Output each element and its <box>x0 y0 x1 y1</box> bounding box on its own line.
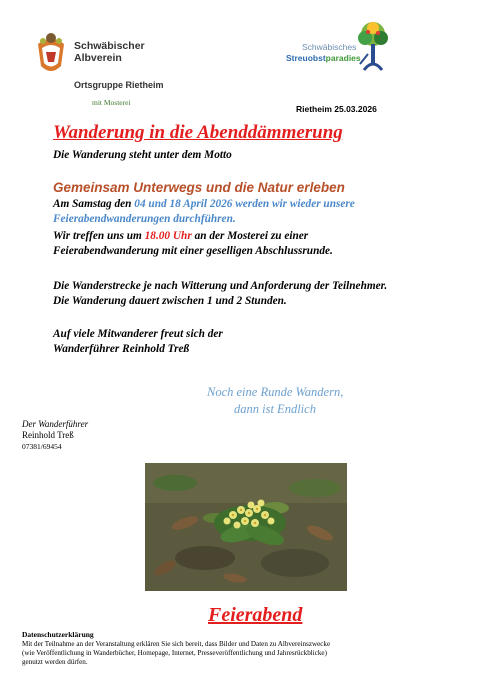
feierabend-heading: Feierabend <box>208 604 303 626</box>
signature-role: Der Wanderführer <box>22 419 89 429</box>
intro-text: Die Wanderung steht unter dem Motto <box>53 149 232 161</box>
paragraph-meeting: Wir treffen uns um 18.00 Uhr an der Mosterei zu einer Feierabendwanderung mit einer geselligen Abschlussrunde. <box>53 230 333 257</box>
signature-name: Reinhold Treß <box>22 430 74 440</box>
privacy-text: Mit der Teilnahme an der Veranstaltung erklären Sie sich bereit, dass Bilder und Daten zu Albvereinszwecke (wie Veröffentlichung in Wanderbücher, Homepage, Internet, Presseveröffentlichung und Jahresrückblicke) genutzt werden dürfen. <box>22 640 331 666</box>
page-title: Wanderung in die Abenddämmerung <box>53 122 343 143</box>
meeting-time: 18.00 Uhr <box>144 230 192 242</box>
signature-phone: 07381/69454 <box>22 442 62 451</box>
motto-text: Gemeinsam Unterwegs und die Natur erleben <box>53 180 345 195</box>
paragraph-guide: Auf viele Mitwanderer freut sich der Wanderführer Reinhold Treß <box>53 328 223 355</box>
streuobstparadies-logo-icon <box>354 20 392 72</box>
primrose-photo <box>145 463 347 591</box>
paragraph-route: Die Wanderstrecke je nach Witterung und Anforderung der Teilnehmer. Die Wanderung dauert zwischen 1 und 2 Stunden. <box>53 280 388 307</box>
paragraph-dates: Am Samstag den 04 und 18 April 2026 werden wir wieder unsere Feierabendwanderungen durchführen. <box>53 198 355 225</box>
org-name: Schwäbischer Albverein <box>74 40 145 64</box>
org-subtitle: mit Mosterei <box>92 98 131 107</box>
quote-line-2: dann ist Endlich <box>234 402 316 416</box>
document-date: Rietheim 25.03.2026 <box>296 104 377 114</box>
partner-name-top: Schwäbisches <box>302 42 357 52</box>
privacy-title: Datenschutzerklärung <box>22 630 94 639</box>
org-group: Ortsgruppe Rietheim <box>74 80 164 90</box>
partner-name-bottom: Streuobstparadies <box>286 53 361 63</box>
quote-line-1: Noch eine Runde Wandern, <box>207 385 344 399</box>
albverein-logo-icon <box>34 30 68 76</box>
